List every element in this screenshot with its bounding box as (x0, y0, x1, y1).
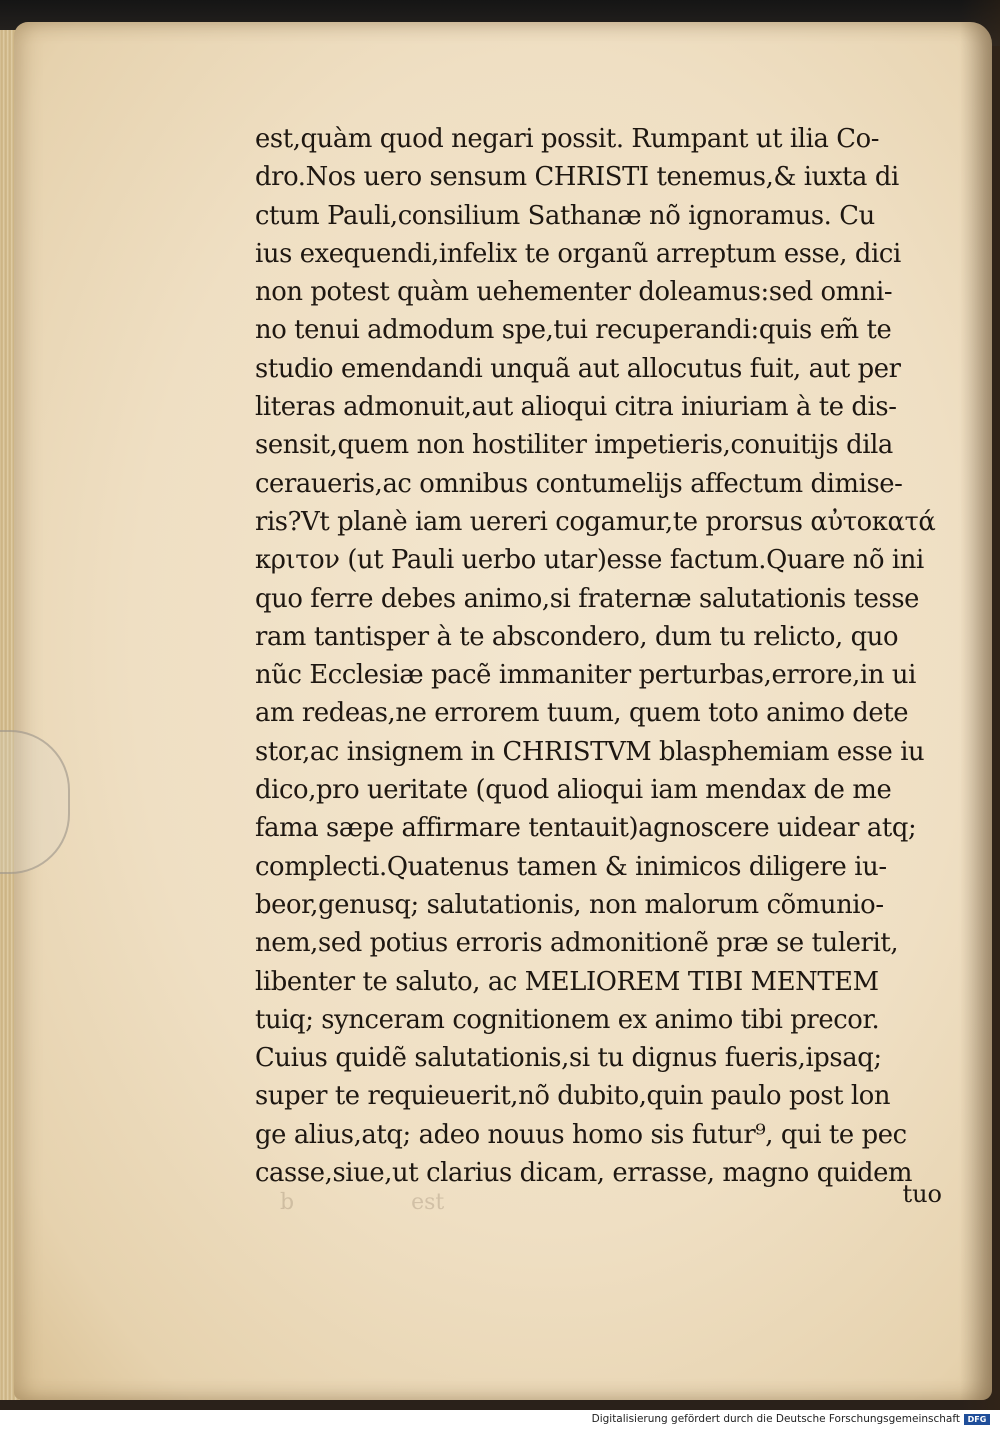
text-line: stor,ac insignem in CHRISTVM blasphemiam esse iu (255, 736, 925, 767)
page-text (255, 120, 950, 1192)
text-line: nũc Ecclesiæ pacẽ immaniter perturbas,errore,in ui (255, 660, 916, 691)
text-line: sensit,quem non hostiliter impetieris,conuitijs dila (255, 430, 893, 461)
footer-bar (0, 1410, 1000, 1429)
text-line: dico,pro ueritate (quod alioqui iam mendax de me (255, 775, 892, 806)
text-line: dro.Nos uero sensum CHRISTI tenemus,& iuxta di (255, 162, 899, 193)
text-line: libenter te saluto, ac MELIOREM TIBI MENTEM (255, 966, 879, 997)
text-line: nem,sed potius erroris admonitionẽ præ se tulerit, (255, 928, 899, 959)
text-line: quo ferre debes animo,si fraternæ salutationis tesse (255, 583, 920, 614)
text-line: super te requieuerit,nõ dubito,quin paulo post lon (255, 1081, 891, 1112)
text-line: κριτον (ut Pauli uerbo utar)esse factum.Quare nõ ini (255, 545, 924, 576)
text-line: ceraueris,ac omnibus contumelijs affectum dimise- (255, 468, 903, 499)
text-line: beor,genusq; salutationis, non malorum cõmunio- (255, 889, 884, 920)
text-line: ius exequendi,infelix te organũ arreptum esse, dici (255, 238, 901, 269)
dfg-logo: DFG (964, 1414, 990, 1425)
text-line: studio emendandi unquã aut allocutus fuit, aut per (255, 353, 901, 384)
text-line: ctum Pauli,consilium Sathanæ nõ ignoramus. Cu (255, 200, 875, 231)
text-line: tuiq; synceram cognitionem ex animo tibi precor. (255, 1004, 880, 1035)
funding-notice: Digitalisierung gefördert durch die Deutsche Forschungsgemeinschaft (591, 1413, 960, 1425)
text-line: no tenui admodum spe,tui recuperandi:quis em̃ te (255, 315, 892, 346)
text-line: literas admonuit,aut alioqui citra iniuriam à te dis- (255, 392, 897, 423)
catchword: tuo (902, 1180, 942, 1208)
text-line: Cuius quidẽ salutationis,si tu dignus fueris,ipsaq; (255, 1043, 882, 1074)
text-line: est,quàm quod negari possit. Rumpant ut ilia Co- (255, 124, 880, 154)
text-line: ris?Vt planè iam uereri cogamur,te prorsus αὐτοκατά (255, 506, 936, 537)
text-line: ge alius,atq; adeo nouus homo sis futur⁹, qui te pec (255, 1119, 907, 1150)
text-line: am redeas,ne errorem tuum, quem toto animo dete (255, 698, 909, 729)
text-line: ram tantisper à te abscondero, dum tu relicto, quo (255, 621, 899, 652)
showthrough-text: b est (280, 1190, 445, 1215)
text-line: casse,siue,ut clarius dicam, errasse, magno quidem (255, 1158, 913, 1189)
text-line: non potest quàm uehementer doleamus:sed omni- (255, 277, 893, 308)
text-line: complecti.Quatenus tamen & inimicos diligere iu- (255, 851, 887, 882)
gutter-shadow (960, 0, 1000, 1410)
text-line: fama sæpe affirmare tentauit)agnoscere uidear atq; (255, 813, 917, 844)
